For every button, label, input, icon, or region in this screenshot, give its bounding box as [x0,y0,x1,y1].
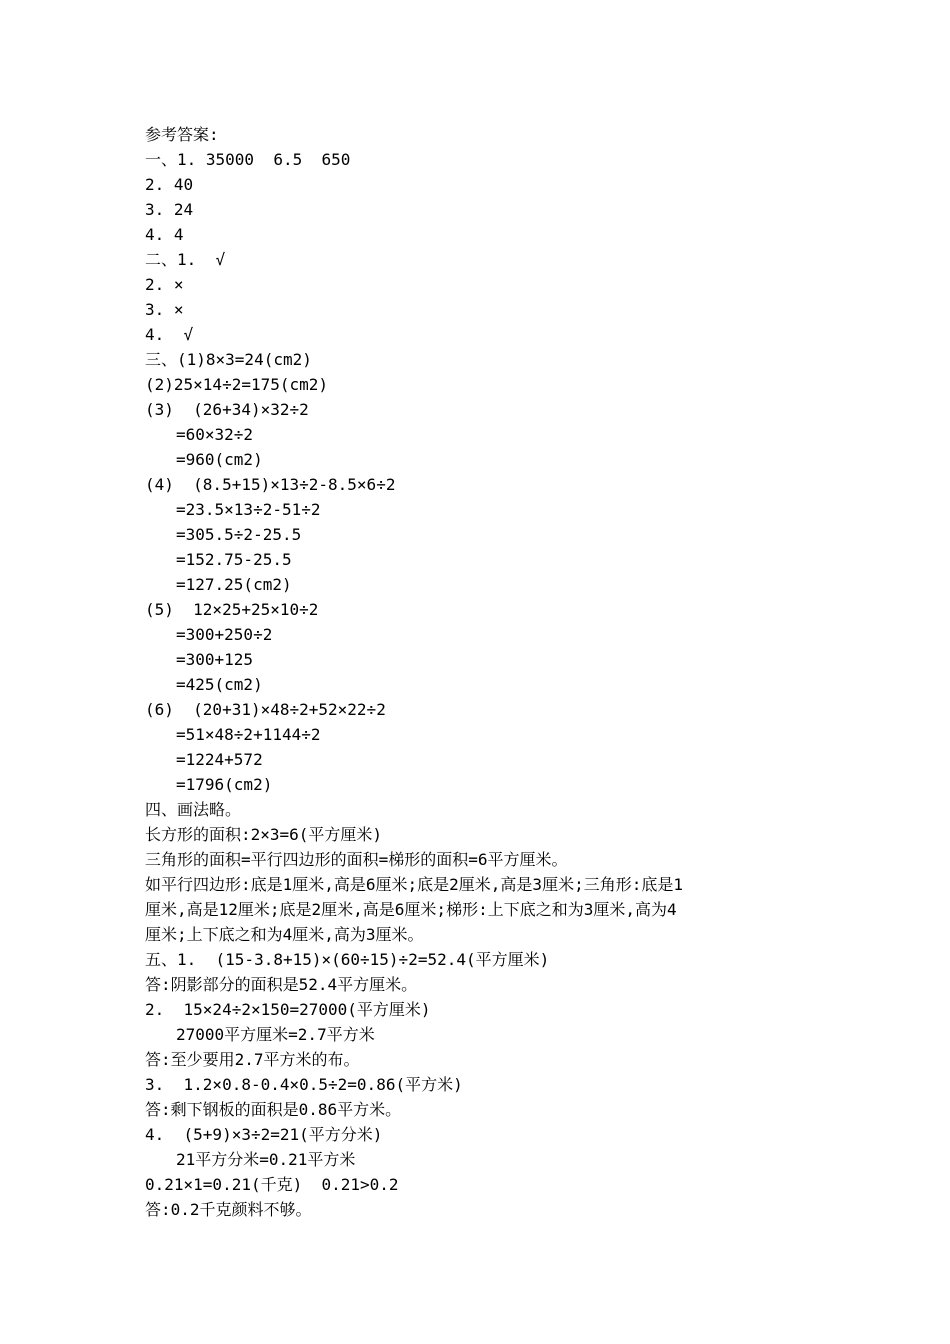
answer-line: 3. 24 [145,200,194,219]
answer-line: (5) 12×25+25×10÷2 [145,600,319,619]
answer-line: 答:至少要用2.7平方米的布。 [145,1050,360,1069]
answer-line: 三、(1)8×3=24(cm2) [145,350,312,369]
answer-line: =305.5÷2-25.5 [176,525,302,544]
answer-line: 二、1. √ [145,250,226,269]
answer-line: 长方形的面积:2×3=6(平方厘米) [145,825,383,844]
answer-line: =425(cm2) [176,675,263,694]
answer-line: 四、画法略。 [145,800,242,819]
answer-line: 厘米;上下底之和为4厘米,高为3厘米。 [145,925,424,944]
answer-line: =960(cm2) [176,450,263,469]
answer-line: 27000平方厘米=2.7平方米 [176,1025,375,1044]
answer-line: 如平行四边形:底是1厘米,高是6厘米;底是2厘米,高是3厘米;三角形:底是1 [145,875,683,894]
answer-line: 答:0.2千克颜料不够。 [145,1200,312,1219]
answer-line: 21平方分米=0.21平方米 [176,1150,356,1169]
document-title: 参考答案: [145,125,219,144]
answer-line: =1796(cm2) [176,775,273,794]
answer-line: (4) (8.5+15)×13÷2-8.5×6÷2 [145,475,396,494]
answer-document [145,122,815,1222]
answer-line: 4. √ [145,325,194,344]
answer-line: 2. 40 [145,175,194,194]
answer-line: 三角形的面积=平行四边形的面积=梯形的面积=6平方厘米。 [145,850,568,869]
answer-line: =127.25(cm2) [176,575,292,594]
answer-line: 答:阴影部分的面积是52.4平方厘米。 [145,975,418,994]
answer-line: =23.5×13÷2-51÷2 [176,500,321,519]
answer-line: 3. × [145,300,184,319]
answer-line: (6) (20+31)×48÷2+52×22÷2 [145,700,386,719]
answer-line: =1224+572 [176,750,263,769]
answer-line: 厘米,高是12厘米;底是2厘米,高是6厘米;梯形:上下底之和为3厘米,高为4 [145,900,677,919]
answer-line: (2)25×14÷2=175(cm2) [145,375,329,394]
answer-line: =300+125 [176,650,254,669]
answer-line: 答:剩下钢板的面积是0.86平方米。 [145,1100,402,1119]
answer-line: 3. 1.2×0.8-0.4×0.5÷2=0.86(平方米) [145,1075,463,1094]
answer-line: =51×48÷2+1144÷2 [176,725,321,744]
answer-line: 4. 4 [145,225,184,244]
answer-line: (3) (26+34)×32÷2 [145,400,309,419]
answer-line: 2. 15×24÷2×150=27000(平方厘米) [145,1000,431,1019]
answer-line: 4. (5+9)×3÷2=21(平方分米) [145,1125,383,1144]
answer-line: =60×32÷2 [176,425,254,444]
answer-line: 一、1. 35000 6.5 650 [145,150,351,169]
answer-line: =152.75-25.5 [176,550,292,569]
answer-line: 五、1. (15-3.8+15)×(60÷15)÷2=52.4(平方厘米) [145,950,550,969]
answer-line: 2. × [145,275,184,294]
answer-line: 0.21×1=0.21(千克) 0.21>0.2 [145,1175,399,1194]
answer-line: =300+250÷2 [176,625,273,644]
